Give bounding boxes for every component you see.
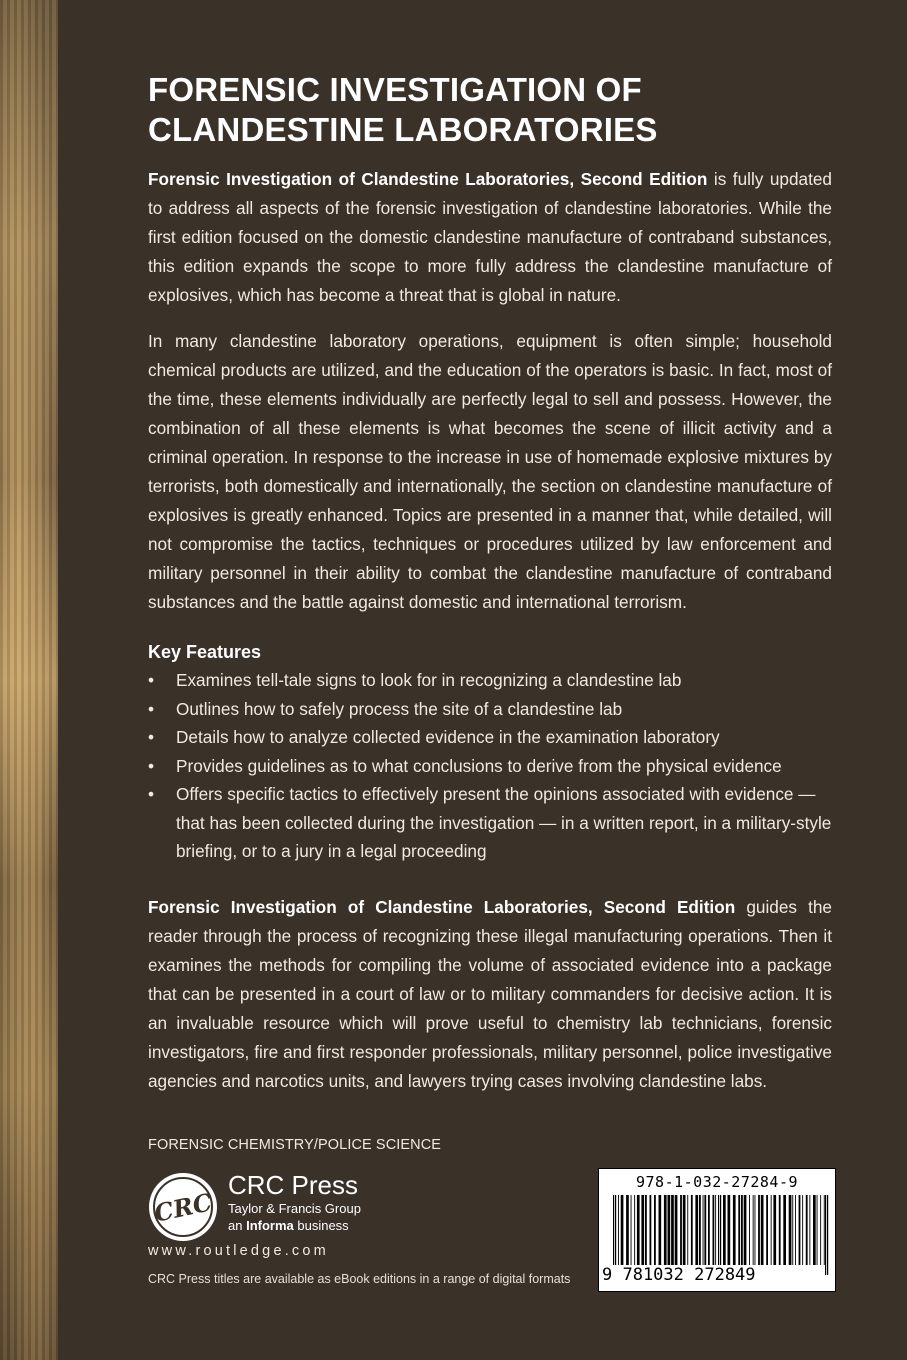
barcode-bar: [631, 1195, 632, 1265]
publisher-group: Taylor & Francis Group: [228, 1201, 361, 1216]
closing-book-name: Forensic Investigation of Clandestine Laboratories, Second Edition: [148, 896, 736, 917]
barcode-guard-bar: [613, 1195, 614, 1275]
ebook-note: CRC Press titles are available as eBook editions in a range of digital formats: [148, 1272, 571, 1286]
barcode-bar: [792, 1195, 793, 1265]
barcode-bar: [753, 1195, 754, 1265]
barcode-bar: [708, 1195, 710, 1265]
crc-logo-icon: [148, 1172, 218, 1242]
barcode-bar: [771, 1195, 772, 1265]
intro-book-name: Forensic Investigation of Clandestine Laboratories, Second Edition: [148, 169, 708, 189]
barcode-bar: [713, 1195, 715, 1265]
barcode-bar: [749, 1195, 750, 1265]
bullet-icon: •: [148, 670, 155, 690]
barcode-guard-bar: [615, 1195, 616, 1275]
subject-category: FORENSIC CHEMISTRY/POLICE SCIENCE: [148, 1137, 442, 1153]
back-cover-text: [148, 70, 832, 1096]
barcode-bar: [744, 1195, 747, 1265]
barcode-bar: [699, 1195, 701, 1265]
intro-text: is fully updated to address all aspects of the forensic investigation of clandestine laboratories. While the first edition focused on the domestic clandestine manufacture of contraband substances, this edition expands the scope to more fully address the clandestine manufacture of explosives, which has become a threat that is global in nature.: [148, 169, 832, 305]
barcode-bar: [659, 1195, 662, 1265]
barcode-bar: [789, 1195, 792, 1265]
barcode-bar: [671, 1195, 674, 1265]
barcode-bar: [687, 1195, 688, 1265]
barcode-bar: [704, 1195, 706, 1265]
barcode-bar: [766, 1195, 768, 1265]
closing-paragraph: [148, 893, 832, 1096]
barcode-bar: [654, 1195, 656, 1265]
barcode-bar: [773, 1195, 776, 1265]
barcode-bar: [813, 1195, 816, 1265]
barcode-bar: [820, 1195, 821, 1265]
barcode-bar: [755, 1195, 756, 1265]
bullet-icon: •: [148, 698, 155, 719]
isbn-barcode: [598, 1168, 836, 1292]
barcode-bar: [761, 1195, 764, 1265]
barcode-bar: [795, 1195, 796, 1265]
publisher-name: CRC Press: [228, 1170, 359, 1200]
barcode-guard-bar: [827, 1195, 828, 1275]
list-item: • Details how to analyze collected evidence in the examination laboratory: [148, 723, 832, 752]
cover-photo-strip: [0, 0, 58, 1360]
bullet-icon: •: [148, 784, 155, 804]
publisher-website: www.routledge.com: [148, 1243, 329, 1259]
barcode-bar: [618, 1195, 619, 1265]
barcode-bar: [723, 1195, 726, 1265]
barcode-bar: [645, 1195, 647, 1265]
intro-paragraph: [148, 165, 832, 310]
barcode-bar: [733, 1195, 736, 1265]
publisher-business: an Informa business: [228, 1218, 349, 1233]
barcode-bar: [824, 1195, 825, 1265]
publisher-block: [228, 1170, 361, 1234]
barcode-bar: [675, 1195, 678, 1265]
barcode-guard-bar: [718, 1195, 719, 1275]
barcode-bar: [809, 1195, 810, 1265]
barcode-bar: [741, 1195, 743, 1265]
barcode-bar: [668, 1195, 671, 1265]
book-title: FORENSIC INVESTIGATION OF CLANDESTINE LABORATORIES: [148, 71, 658, 148]
barcode-bar: [637, 1195, 640, 1265]
barcode-bar: [715, 1195, 716, 1265]
barcode-bar: [779, 1195, 781, 1265]
key-features-heading: Key Features: [148, 642, 262, 662]
crc-logo-text: CRC: [151, 1187, 215, 1228]
barcode-bar: [621, 1195, 624, 1265]
bullet-icon: •: [148, 727, 155, 747]
isbn-text: 978-1-032-27284-9: [635, 1173, 799, 1191]
list-item: • Examines tell-tale signs to look for in recognizing a clandestine lab: [148, 666, 832, 695]
closing-text: guides the reader through the process of recognizing these illegal manufacturing operations. Then it examines the methods for compiling the volume of associated evidence into a package that can be presented in a court of law or to military commanders for decisive action. It is an invaluable resource which will prove useful to chemistry lab technicians, forensic investigators, fire and first responder professionals, military personnel, police investigative agencies and narcotics units, and lawyers trying cases involving clandestine labs.: [148, 896, 832, 1091]
barcode-bar: [641, 1195, 644, 1265]
barcode-bar: [802, 1195, 803, 1265]
barcode-bar: [634, 1195, 635, 1265]
isbn-digits: 9 781032 272849: [602, 1265, 756, 1285]
barcode-bar: [703, 1195, 704, 1265]
barcode-bar: [664, 1195, 667, 1265]
barcode-bar: [738, 1195, 740, 1265]
list-item: • Provides guidelines as to what conclusions to derive from the physical evidence: [148, 752, 832, 781]
barcode-bar: [758, 1195, 760, 1265]
barcode-bar: [799, 1195, 801, 1265]
barcode-bar: [806, 1195, 808, 1265]
barcode-bar: [680, 1195, 682, 1265]
list-item: • Offers specific tactics to effectively present the opinions associated with evidence — that has been collected during the investigation — in a written report, in a military-style briefing, or to a jury in a legal proceeding: [148, 780, 832, 866]
barcode-bar: [650, 1195, 652, 1265]
bullet-icon: •: [148, 755, 155, 776]
barcode-guard-bar: [720, 1195, 721, 1275]
barcode-bar: [626, 1195, 629, 1265]
barcode-bar: [817, 1195, 818, 1265]
barcode-bar: [728, 1195, 731, 1265]
key-features-list: [148, 666, 832, 866]
barcode-bar: [783, 1195, 786, 1265]
barcode-bar: [695, 1195, 698, 1265]
barcode-bars: [613, 1195, 829, 1275]
barcode-bar: [691, 1195, 693, 1265]
list-item: • Outlines how to safely process the site of a clandestine lab: [148, 695, 832, 724]
barcode-guard-bar: [825, 1195, 826, 1275]
body-paragraph: In many clandestine laboratory operations, equipment is often simple; household chemical products are utilized, and the education of the operators is basic. In fact, most of the time, these elements individually are perfectly legal to sell and possess. However, the combination of all these elements is what becomes the scene of illicit activity and a criminal operation. In response to the increase in use of homemade explosive mixtures by terrorists, both domestically and internationally, the section on clandestine manufacture of explosives is greatly enhanced. Topics are presented in a manner that, while detailed, will not compromise the tactics, techniques or procedures utilized by law enforcement and military personnel in their ability to combat the clandestine manufacture of contraband substances and the battle against domestic and international terrorism.: [148, 331, 832, 612]
barcode-bar: [683, 1195, 686, 1265]
